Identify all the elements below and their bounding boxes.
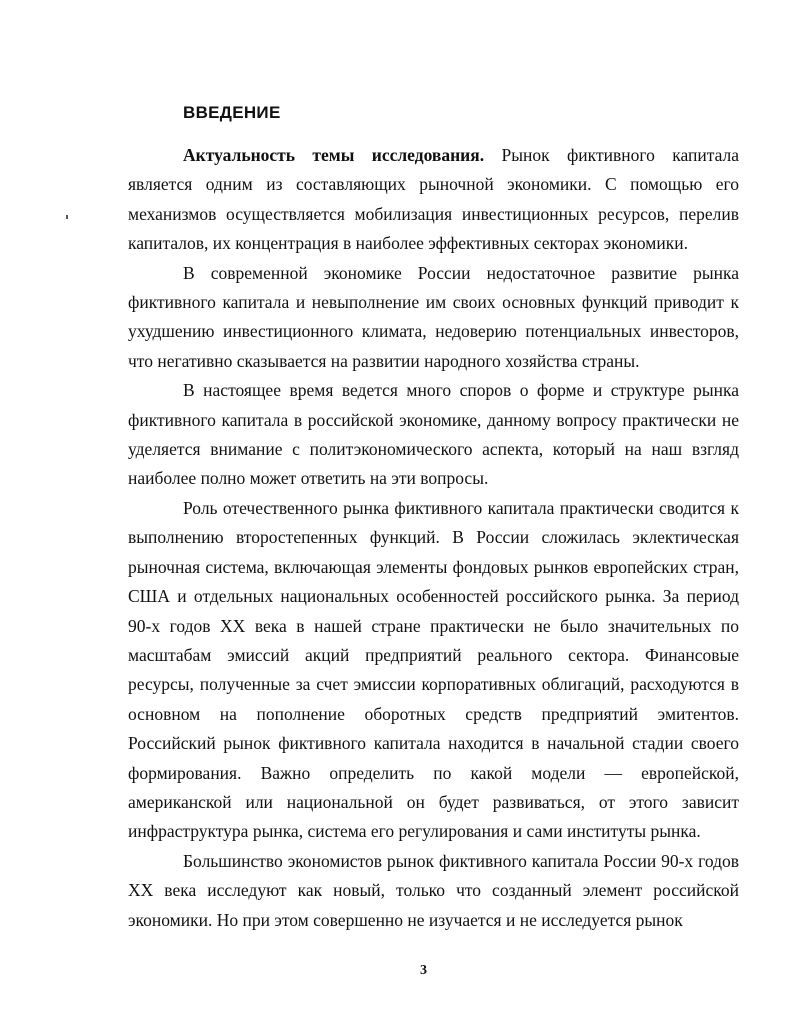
paragraph-3	[128, 376, 739, 494]
page-number: 3	[420, 963, 427, 978]
scan-speck	[66, 215, 68, 219]
body-text	[128, 141, 739, 935]
paragraph-1	[128, 141, 739, 259]
paragraph-5	[128, 847, 739, 935]
paragraph-lead: Актуальность темы исследования.	[183, 145, 485, 165]
paragraph-text: Роль отечественного рынка фиктивного капитала практически сводится к выполнению второстепенных функций. В России сложилась эклектическая рыночная система, включающая элементы фондовых рынков европейских стран, США и отдельных национальных особенностей российского рынка. За период 90-х годов XX века в нашей стране практически не было значительных по масштабам эмиссий акций предприятий реального сектора. Финансовые ресурсы, полученные за счет эмиссии корпоративных облигаций, расходуются в основном на пополнение оборотных средств предприятий эмитентов. Российский рынок фиктивного капитала находится в начальной стадии своего формирования. Важно определить по какой модели — европейской, американской или национальной он будет развиваться, от этого зависит инфраструктура рынка, система его регулирования и сами институты рынка.	[128, 497, 739, 842]
paragraph-text: В современной экономике России недостаточное развитие рынка фиктивного капитала и невыполнение им своих основных функций приводит к ухудшению инвестиционного климата, недоверию потенциальных инвесторов, что негативно сказывается на развитии народного хозяйства страны.	[128, 262, 739, 371]
paragraph-text: Рынок фиктивного капитала является одним из составляющих рыночной экономики. С помощью его механизмов осуществляется мобилизация инвестиционных ресурсов, перелив капиталов, их концентрация в наиболее эффективных секторах экономики.	[128, 145, 739, 254]
paragraph-text: В настоящее время ведется много споров о форме и структуре рынка фиктивного капитала в российской экономике, данному вопросу практически не уделяется внимание с политэкономического аспекта, который на наш взгляд наиболее полно может ответить на эти вопросы.	[128, 380, 739, 489]
paragraph-4	[128, 494, 739, 847]
section-heading: ВВЕДЕНИЕ	[183, 103, 281, 122]
paragraph-2	[128, 259, 739, 377]
paragraph-text: Большинство экономистов рынок фиктивного капитала России 90-х годов XX века исследуют как новый, только что созданный элемент российской экономики. Но при этом совершенно не изучается и не исследуется рынок	[128, 850, 739, 930]
